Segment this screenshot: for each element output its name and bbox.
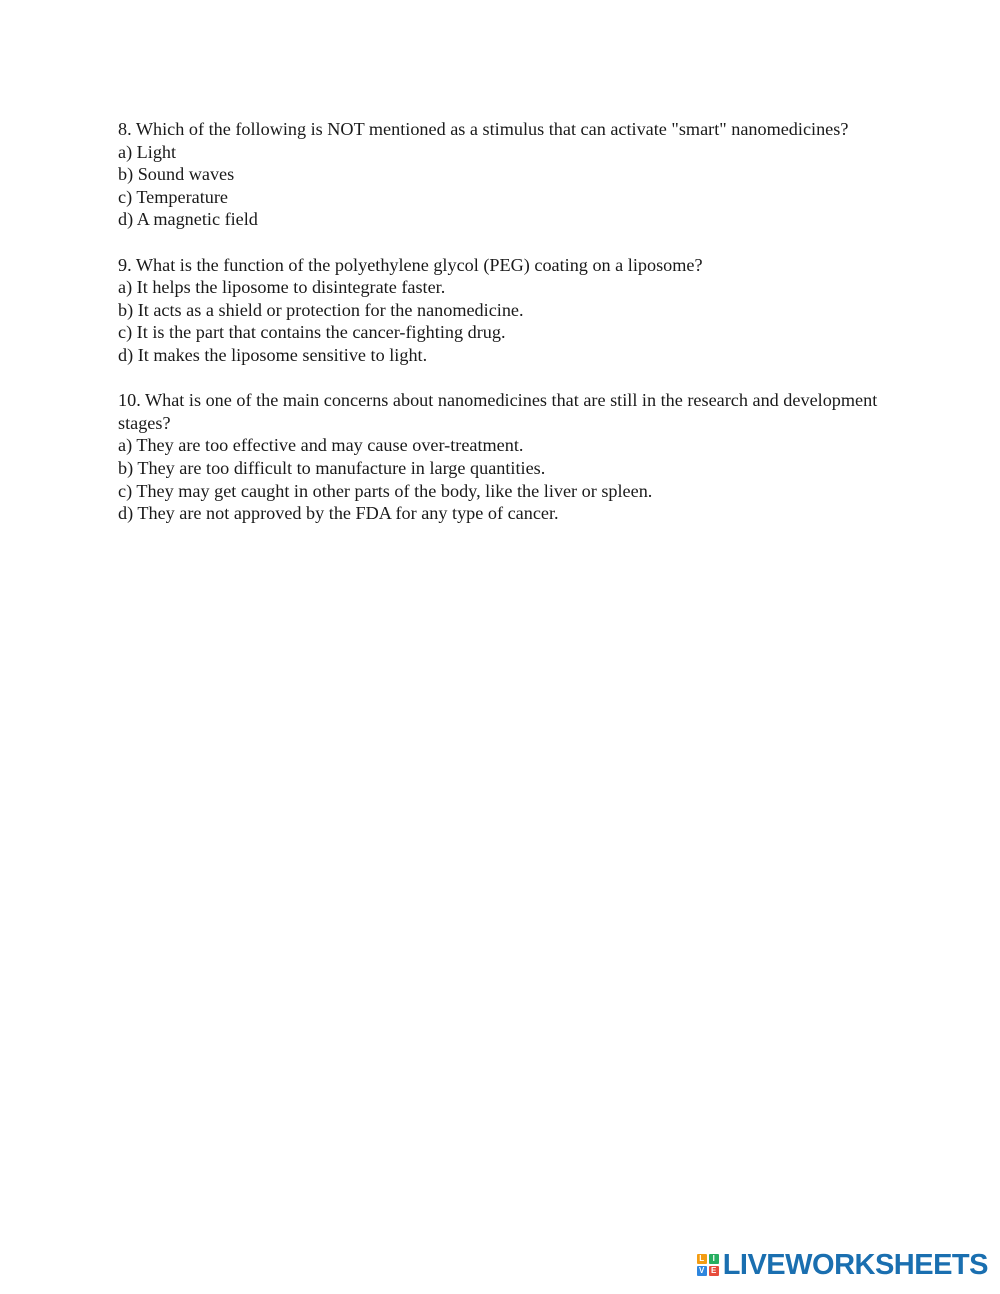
question-9 <box>118 254 878 367</box>
liveworksheets-logo-icon <box>697 1254 719 1276</box>
option-b: b) It acts as a shield or protection for the nanomedicine. <box>118 299 524 320</box>
option-d: d) It makes the liposome sensitive to light. <box>118 344 428 365</box>
logo-tile: E <box>709 1266 719 1276</box>
worksheet-content <box>118 118 878 547</box>
question-text: 10. What is one of the main concerns about nanomedicines that are still in the research and development stages? <box>118 390 878 433</box>
question-text: 8. Which of the following is NOT mentioned as a stimulus that can activate "smart" nanomedicines? <box>118 119 849 139</box>
logo-tile: I <box>709 1254 719 1264</box>
option-c: c) They may get caught in other parts of the body, like the liver or spleen. <box>118 480 653 501</box>
liveworksheets-watermark <box>697 1250 988 1280</box>
logo-tile: L <box>697 1254 707 1264</box>
option-a: a) Light <box>118 141 177 162</box>
option-d: d) They are not approved by the FDA for any type of cancer. <box>118 503 559 524</box>
question-10 <box>118 389 878 525</box>
brand-name: LIVEWORKSHEETS <box>722 1249 988 1281</box>
question-8 <box>118 118 878 231</box>
option-a: a) They are too effective and may cause over-treatment. <box>118 435 524 456</box>
option-b: b) Sound waves <box>118 164 235 185</box>
option-b: b) They are too difficult to manufacture in large quantities. <box>118 457 546 478</box>
question-text: 9. What is the function of the polyethylene glycol (PEG) coating on a liposome? <box>118 254 703 275</box>
option-d: d) A magnetic field <box>118 209 258 230</box>
logo-tile: V <box>697 1266 707 1276</box>
option-c: c) It is the part that contains the cancer-fighting drug. <box>118 322 506 343</box>
option-c: c) Temperature <box>118 186 228 207</box>
option-a: a) It helps the liposome to disintegrate faster. <box>118 277 446 298</box>
